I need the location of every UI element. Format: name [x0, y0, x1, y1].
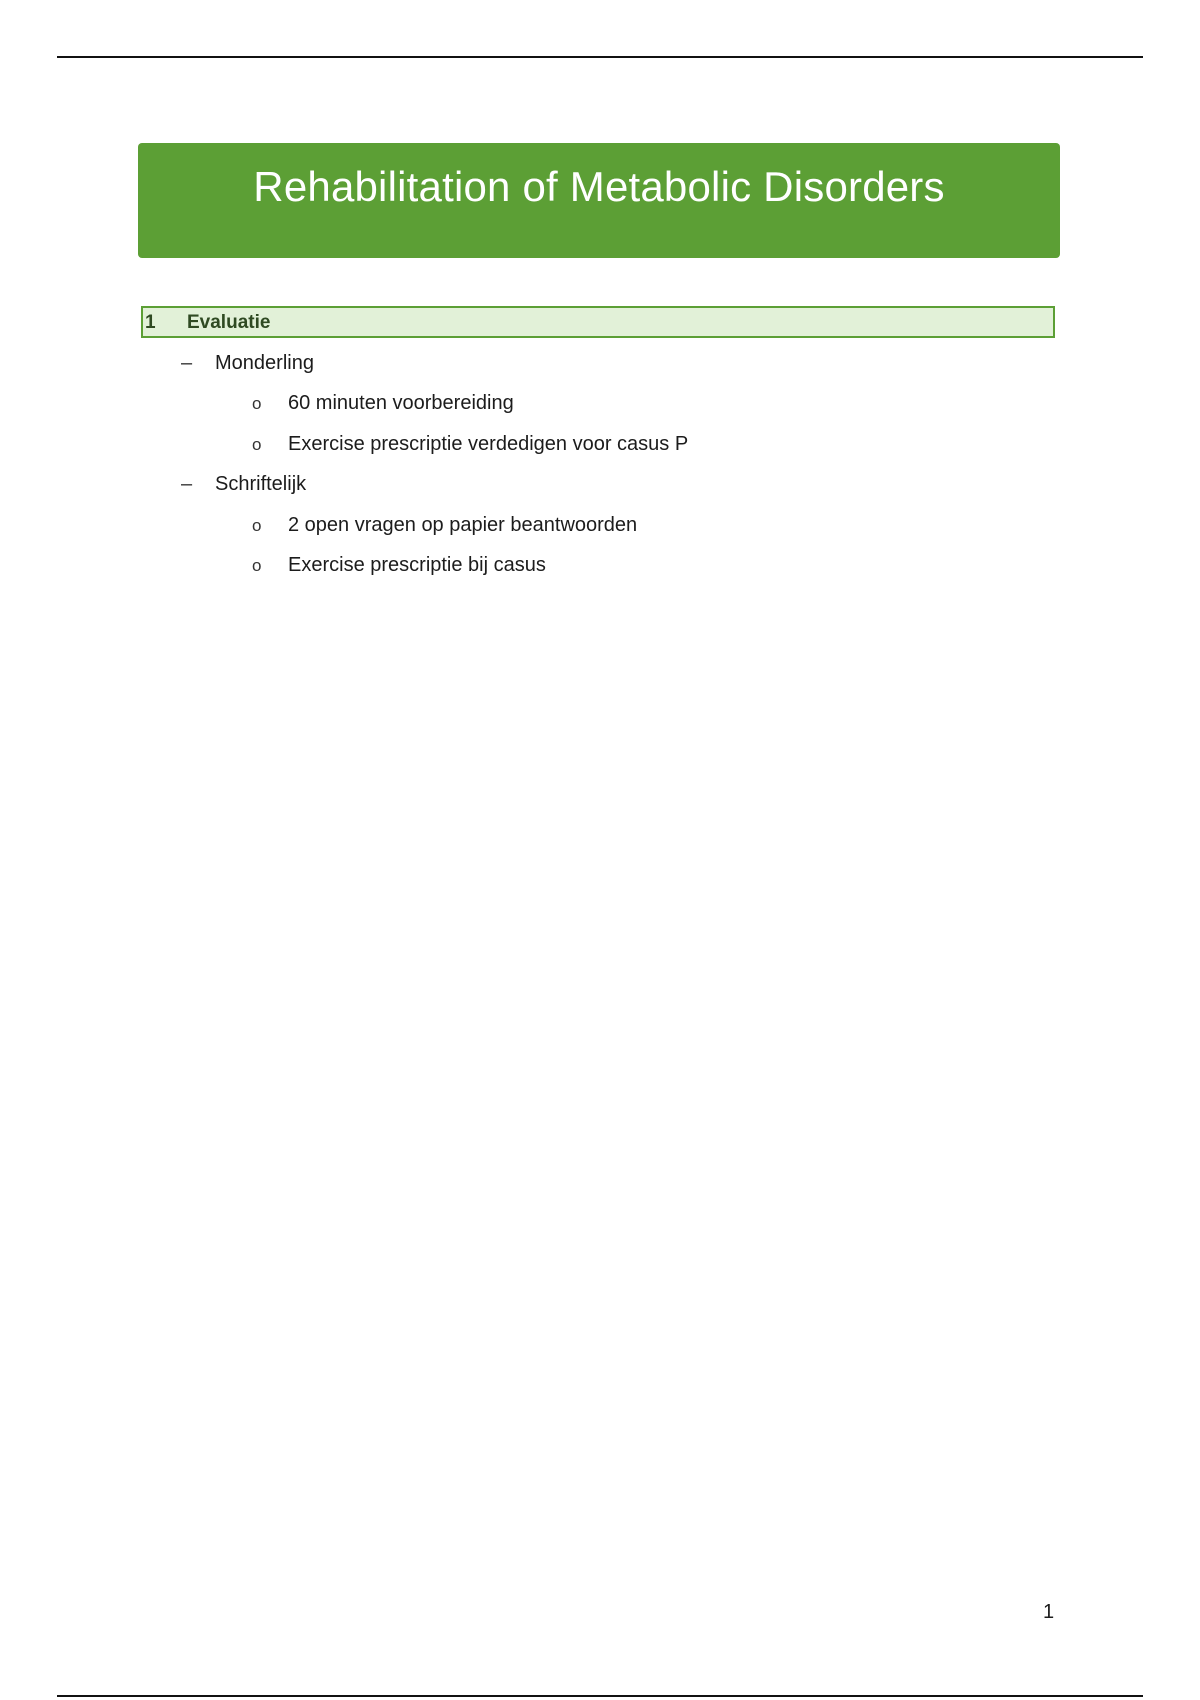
list-item-label: Exercise prescriptie bij casus — [288, 554, 546, 576]
list-item-label: Schriftelijk — [215, 473, 307, 495]
list-item — [181, 471, 307, 497]
dash-bullet-icon: – — [181, 473, 193, 495]
dash-bullet-icon: – — [181, 352, 193, 374]
section-number: 1 — [145, 312, 156, 333]
circle-bullet-icon: o — [252, 516, 262, 535]
section-heading-label: Evaluatie — [187, 312, 271, 333]
list-item — [181, 350, 314, 376]
circle-bullet-icon: o — [252, 556, 262, 575]
list-item — [252, 552, 546, 578]
list-item — [252, 431, 689, 457]
bottom-rule — [57, 1695, 1143, 1697]
title-banner — [140, 143, 1058, 258]
list-item-label: Monderling — [215, 352, 314, 374]
circle-bullet-icon: o — [252, 435, 262, 454]
list-item-label: 2 open vragen op papier beantwoorden — [288, 514, 638, 536]
document-title: Rehabilitation of Metabolic Disorders — [253, 163, 945, 210]
list-item-label: Exercise prescriptie verdedigen voor casus P — [288, 433, 689, 455]
page-number: 1 — [1043, 1601, 1055, 1623]
top-rule — [57, 56, 1143, 58]
circle-bullet-icon: o — [252, 394, 262, 413]
section-heading — [141, 306, 1055, 338]
list-item — [252, 390, 514, 416]
list-item-label: 60 minuten voorbereiding — [288, 392, 514, 414]
list-item — [252, 512, 638, 538]
